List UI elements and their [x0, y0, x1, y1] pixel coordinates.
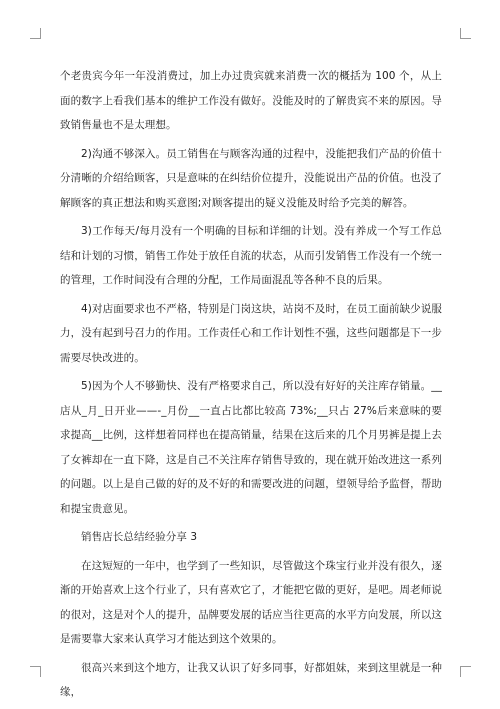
paragraph-continued: 个老贵宾今年一年没消费过，加上办过贵宾就来消费一次的概括为 100 个，从上面的数字上看我们基本的维护工作没有做好。没能及时的了解贵宾不来的原因。导致销售量也不是太理想。 — [60, 70, 442, 131]
paragraph-inventory: 5)因为个人不够勤快、没有严格要求自己，所以没有好好的关注库存销量。__店从_月_日开业——-_月份__一直占比都比较高 73%;__只占 27%后来意味的要求提高__比例，这样想着同样也在提高销量，结果在这后来的几个月男裤是提上去了女裤却在一直下降，这是自己不关注库存销售导致的，现在就开始改进这一系列的问题。以上是自己做的好的及不好的和需要改进的问题，望领导给予监督，帮助和提宝贵意见。 — [60, 380, 442, 515]
document-body — [60, 64, 442, 709]
crop-mark-bottom-right — [460, 666, 471, 677]
crop-mark-top-left — [30, 28, 41, 39]
crop-mark-bottom-left — [30, 666, 41, 677]
crop-mark-top-right — [460, 28, 471, 39]
paragraph-store-requirements: 4)对店面要求也不严格，特别是门岗这块，站岗不及时，在员工面前缺少说服力，没有起到号召力的作用。工作责任心和工作计划性不强，这些问题都是下一步需要尽快改进的。 — [60, 302, 442, 364]
paragraph-planning: 3)工作每天/每月没有一个明确的目标和详细的计划。没有养成一个写工作总结和计划的习惯，销售工作处于放任自流的状态，从而引发销售工作没有一个统一的管理，工作时间没有合理的分配，工作局面混乱等各种不良的后果。 — [60, 225, 442, 286]
section-heading: 销售店长总结经验分享 3 — [81, 531, 198, 543]
paragraph-communication: 2)沟通不够深入。员工销售在与顾客沟通的过程中，没能把我们产品的价值十分清晰的介绍给顾客，只是意味的在纠结价位提升，没能说出产品的价值。也没了解顾客的真正想法和购买意图;对顾客提出的疑义没能及时给予完美的解答。 — [60, 147, 442, 209]
paragraph-year-summary: 在这短短的一年中，也学到了一些知识，尽管做这个珠宝行业并没有很久，逐渐的开始喜欢上这个行业了，只有喜欢它了，才能把它做的更好，是吧。周老师说的很对，这是对个人的提升，品牌要发展的话应当往更高的水平方向发展，所以这是需要靠大家来认真学习才能达到这个效果的。 — [60, 559, 442, 645]
paragraph-colleagues: 很高兴来到这个地方，让我又认识了好多同事，好都姐妹，来到这里就是一种缘， — [60, 661, 442, 698]
